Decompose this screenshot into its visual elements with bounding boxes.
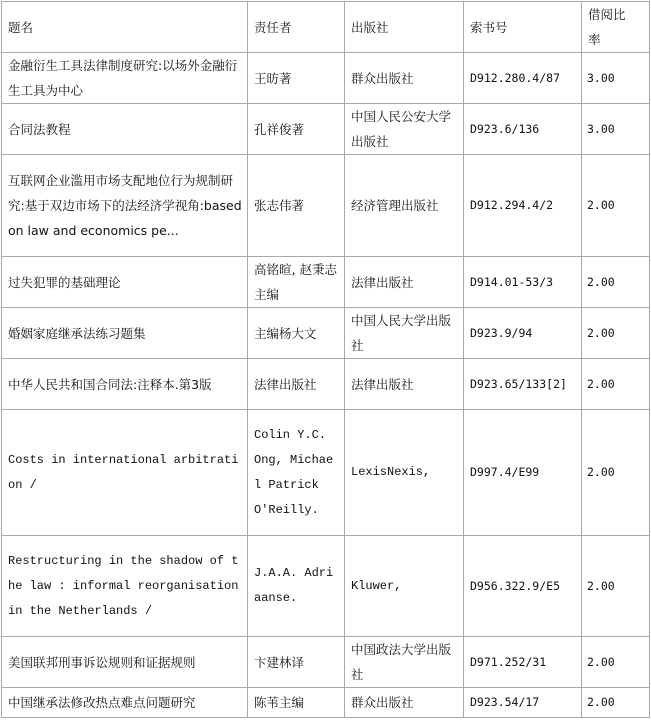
call-number-cell: D914.01-53/3 <box>464 257 582 308</box>
author-cell: 王昉著 <box>248 53 345 104</box>
call-number-cell: D923.54/17 <box>464 688 582 718</box>
publisher-cell: 中国人民大学出版社 <box>345 308 464 359</box>
title-cell: 互联网企业滥用市场支配地位行为规制研究:基于双边市场下的法经济学视角:based on law and economics pe... <box>2 155 248 257</box>
ratio-cell: 2.00 <box>582 257 650 308</box>
publisher-cell: LexisNexis, <box>345 410 464 536</box>
publisher-cell: 群众出版社 <box>345 53 464 104</box>
title-cell: Restructuring in the shadow of the law : informal reorganisation in the Netherlands / <box>2 536 248 637</box>
ratio-cell: 2.00 <box>582 410 650 536</box>
call-number-cell: D912.294.4/2 <box>464 155 582 257</box>
header-call-number: 索书号 <box>464 2 582 53</box>
author-cell: 卞建林译 <box>248 637 345 688</box>
table-row <box>2 308 650 359</box>
ratio-cell: 2.00 <box>582 155 650 257</box>
table-row <box>2 688 650 718</box>
title-cell: 合同法教程 <box>2 104 248 155</box>
call-number-cell: D912.280.4/87 <box>464 53 582 104</box>
publisher-cell: 法律出版社 <box>345 359 464 410</box>
header-publisher: 出版社 <box>345 2 464 53</box>
header-title: 题名 <box>2 2 248 53</box>
author-cell: Colin Y.C. Ong, Michael Patrick O'Reilly. <box>248 410 345 536</box>
table-row <box>2 53 650 104</box>
ratio-cell: 3.00 <box>582 104 650 155</box>
ratio-cell: 2.00 <box>582 536 650 637</box>
title-cell: 美国联邦刑事诉讼规则和证据规则 <box>2 637 248 688</box>
title-cell: Costs in international arbitration / <box>2 410 248 536</box>
publisher-cell: 群众出版社 <box>345 688 464 718</box>
publisher-cell: 中国人民公安大学出版社 <box>345 104 464 155</box>
publisher-cell: 经济管理出版社 <box>345 155 464 257</box>
ratio-cell: 3.00 <box>582 53 650 104</box>
call-number-cell: D997.4/E99 <box>464 410 582 536</box>
call-number-cell: D923.6/136 <box>464 104 582 155</box>
call-number-cell: D923.65/133[2] <box>464 359 582 410</box>
header-author: 责任者 <box>248 2 345 53</box>
author-cell: 主编杨大文 <box>248 308 345 359</box>
ratio-cell: 2.00 <box>582 637 650 688</box>
title-cell: 中华人民共和国合同法:注释本.第3版 <box>2 359 248 410</box>
call-number-cell: D956.322.9/E5 <box>464 536 582 637</box>
publisher-cell: 中国政法大学出版社 <box>345 637 464 688</box>
title-cell: 婚姻家庭继承法练习题集 <box>2 308 248 359</box>
publisher-cell: 法律出版社 <box>345 257 464 308</box>
author-cell: 孔祥俊著 <box>248 104 345 155</box>
table-row <box>2 359 650 410</box>
ratio-cell: 2.00 <box>582 688 650 718</box>
book-borrow-table <box>1 1 650 718</box>
table-row <box>2 410 650 536</box>
title-cell: 过失犯罪的基础理论 <box>2 257 248 308</box>
title-cell: 金融衍生工具法律制度研究:以场外金融衍生工具为中心 <box>2 53 248 104</box>
call-number-cell: D971.252/31 <box>464 637 582 688</box>
author-cell: 张志伟著 <box>248 155 345 257</box>
header-borrow-ratio: 借阅比率 <box>582 2 650 53</box>
table-row <box>2 155 650 257</box>
title-cell: 中国继承法修改热点难点问题研究 <box>2 688 248 718</box>
table-row <box>2 104 650 155</box>
ratio-cell: 2.00 <box>582 308 650 359</box>
ratio-cell: 2.00 <box>582 359 650 410</box>
table-row <box>2 536 650 637</box>
header-row <box>2 2 650 53</box>
publisher-cell: Kluwer, <box>345 536 464 637</box>
table-row <box>2 257 650 308</box>
author-cell: J.A.A. Adriaanse. <box>248 536 345 637</box>
author-cell: 高铭暄, 赵秉志主编 <box>248 257 345 308</box>
call-number-cell: D923.9/94 <box>464 308 582 359</box>
author-cell: 陈苇主编 <box>248 688 345 718</box>
table-row <box>2 637 650 688</box>
author-cell: 法律出版社 <box>248 359 345 410</box>
